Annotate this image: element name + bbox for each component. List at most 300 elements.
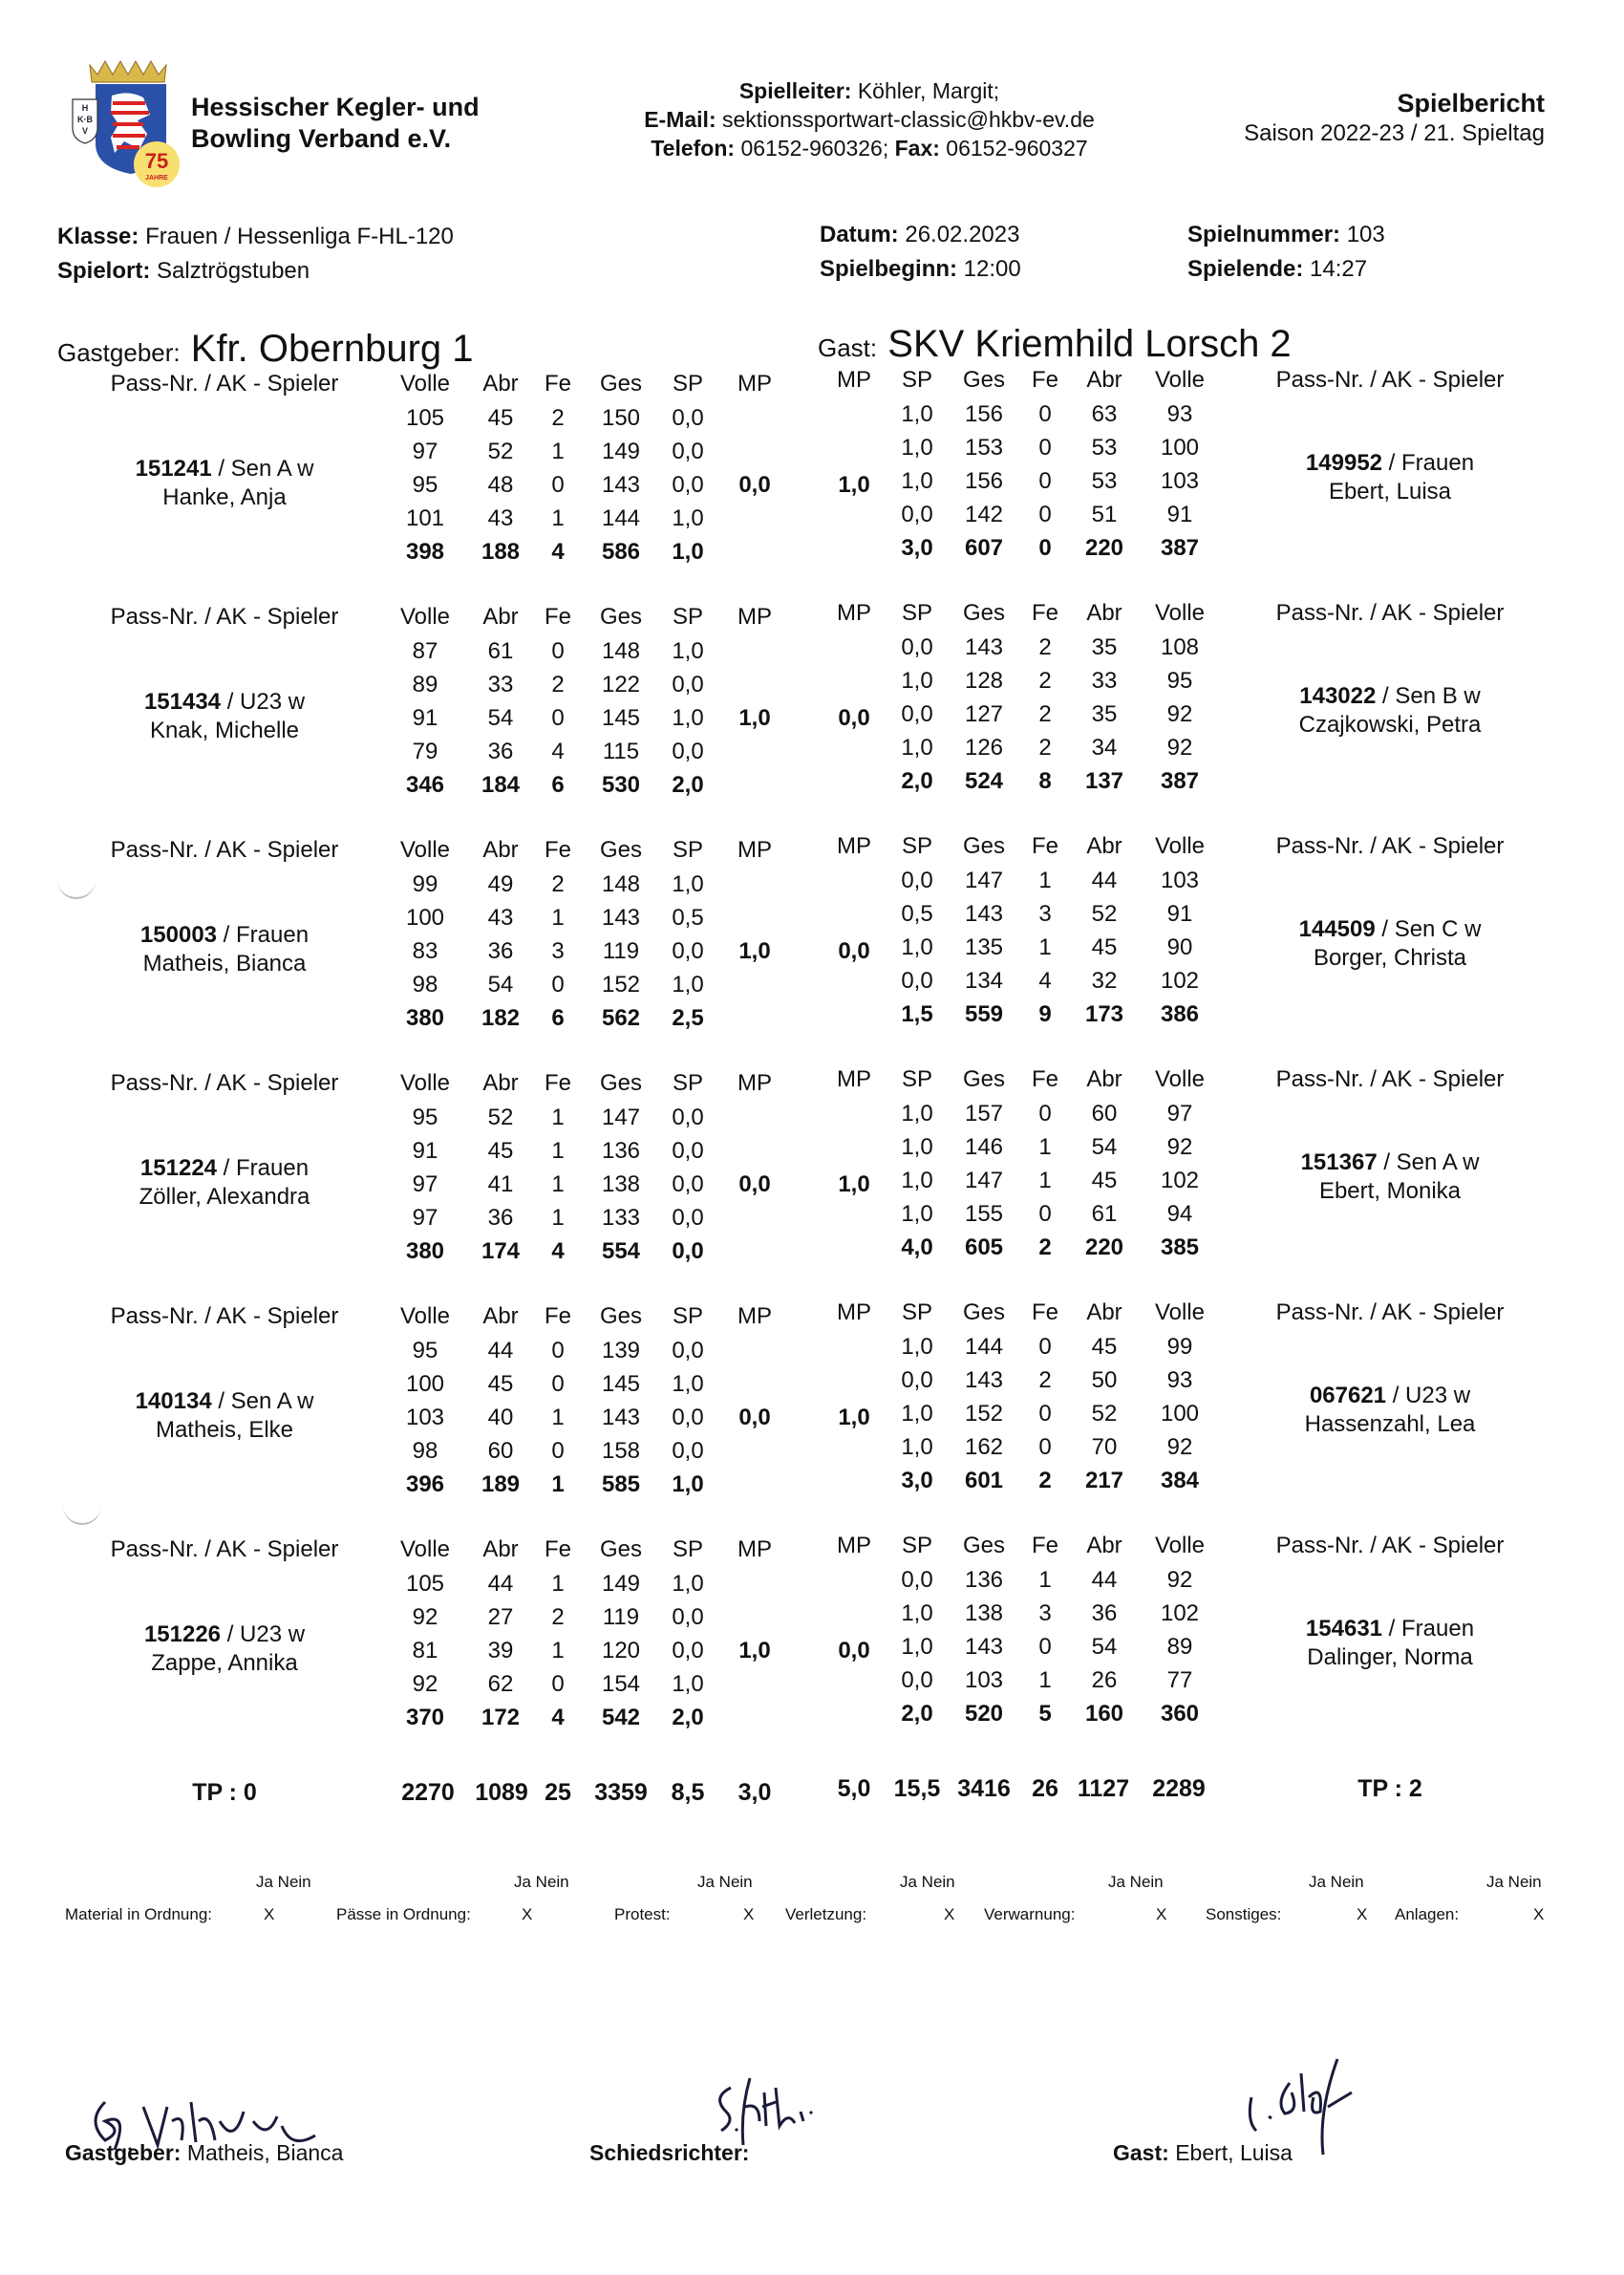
home-team-name: Kfr. Obernburg 1 [190,328,474,370]
home-cell: 143 [601,472,641,498]
guest-pass-number: 151367 [1300,1149,1378,1175]
guest-col-header-abr: Abr [1086,367,1122,393]
home-total-cell: 2,0 [672,772,704,798]
guest-col-header-sp: SP [901,1066,932,1092]
guest-cell: 61 [1091,1201,1118,1227]
home-col-header-fe: Fe [544,1070,571,1096]
guest-total-cell: 2 [1038,1468,1052,1493]
meta-number-end [1187,218,1385,287]
home-cell: 100 [405,905,445,931]
guest-cell: 45 [1091,1334,1118,1360]
guest-cell: 52 [1091,901,1118,927]
guest-col-header-sp: SP [901,600,932,626]
guest-signature-label: Gast: [1113,2140,1169,2165]
guest-cell: 54 [1091,1134,1118,1160]
guest-cell: 1,0 [901,735,933,761]
guest-col-header-ges: Ges [962,1299,1005,1325]
home-cell: 97 [412,1171,438,1197]
guest-total-cell: 387 [1160,768,1200,794]
home-cell: 0 [551,1438,565,1464]
guest-cell: 136 [964,1567,1004,1593]
spielleiter-label: Spielleiter: [738,78,852,103]
guest-cell: 1,0 [901,1600,933,1626]
guest-col-header-fe: Fe [1031,833,1058,859]
spielende-label: Spielende: [1187,256,1304,282]
guest-cell: 135 [964,934,1004,960]
guest-cell: 144 [964,1334,1004,1360]
home-signature-label: Gastgeber: [65,2140,182,2165]
guest-cell: 2 [1038,735,1052,761]
home-pass-number: 140134 [135,1388,212,1414]
guest-cell: 3 [1038,901,1052,927]
home-cell: 60 [487,1438,514,1464]
guest-cell: 99 [1166,1334,1193,1360]
guest-cell: 0 [1038,468,1052,494]
home-tp: TP : 0 [192,1779,257,1806]
guest-cell: 2 [1038,1367,1052,1393]
home-cell: 36 [487,1205,514,1231]
guest-cell: 33 [1091,668,1118,694]
guest-cell: 143 [964,1367,1004,1393]
home-total-cell: 182 [481,1005,521,1031]
guest-cell: 1,0 [901,401,933,427]
home-team-label: Gastgeber: [57,338,181,367]
home-total-cell: 585 [601,1471,641,1497]
home-cell: 119 [602,938,640,964]
home-col-header-volle: Volle [399,604,451,630]
home-col-header-abr: Abr [482,837,519,863]
guest-cell: 147 [964,868,1004,893]
guest-total-cell: 384 [1160,1468,1200,1493]
home-cell: 105 [405,1571,445,1597]
guest-cell: 35 [1091,701,1118,727]
guest-total-cell: 385 [1160,1234,1200,1260]
home-total-cell: 6 [551,1005,565,1031]
guest-cell: 155 [964,1201,1004,1227]
hkbv-logo [69,57,183,191]
home-cell: 2 [551,672,565,698]
home-player [67,1387,382,1445]
contact-info [535,76,1204,162]
guest-cell: 1,0 [901,1134,933,1160]
home-cell: 89 [412,672,438,698]
email-label: E-Mail: [644,107,716,132]
guest-tp: TP : 2 [1357,1775,1422,1802]
guest-total-cell: 1,5 [901,1001,933,1027]
referee-signature-block [589,2140,749,2166]
guest-cell: 50 [1091,1367,1118,1393]
guest-cell: 1,0 [901,435,933,461]
home-cell: 1 [551,1205,565,1231]
guest-cell: 45 [1091,934,1118,960]
guest-cell: 1,0 [901,1634,933,1660]
checklist-mark: X [1156,1905,1167,1923]
home-cell: 158 [601,1438,641,1464]
guest-cell: 103 [1160,468,1200,494]
home-team [57,328,474,374]
home-cell: 52 [487,439,514,464]
spielleiter-value: Köhler, Margit; [857,78,1000,103]
home-cell: 119 [602,1604,640,1630]
guest-player [1232,1148,1548,1206]
guest-total-cell: 387 [1160,535,1200,561]
guest-player [1232,682,1548,740]
home-col-header-ges: Ges [599,837,642,863]
guest-total-cell: 4,0 [901,1234,933,1260]
home-col-header-mp: MP [737,604,772,630]
guest-cell: 162 [964,1434,1004,1460]
guest-col-header-volle: Volle [1154,1533,1206,1558]
home-player [67,688,382,745]
home-total-cell: 380 [405,1238,445,1264]
home-cell: 99 [412,871,438,897]
spielnummer-value: 103 [1346,222,1385,247]
guest-cell: 1,0 [901,468,933,494]
guest-cell: 32 [1091,968,1118,994]
home-cell: 1 [551,505,565,531]
guest-cell: 53 [1091,468,1118,494]
guest-cell: 0 [1038,1634,1052,1660]
home-mp-value: 1,0 [738,938,771,964]
home-cell: 3 [551,938,565,964]
guest-total-cell: 605 [964,1234,1004,1260]
guest-pass-number: 154631 [1305,1616,1383,1642]
home-player [67,1620,382,1678]
home-mp-value: 0,0 [738,1171,771,1197]
guest-col-header-volle: Volle [1154,367,1206,393]
home-cell: 2 [551,1604,565,1630]
svg-text:K·B: K·B [77,115,93,124]
home-cell: 91 [412,705,438,731]
report-subtitle: Saison 2022-23 / 21. Spieltag [1244,120,1545,146]
datum-value: 26.02.2023 [905,222,1020,247]
guest-age-class: / U23 w [1386,1383,1471,1408]
ja-nein-header: Ja Nein [900,1873,955,1891]
guest-cell: 92 [1166,1434,1193,1460]
guest-cell: 70 [1091,1434,1118,1460]
guest-cell: 1,0 [901,668,933,694]
guest-age-class: / Sen A w [1377,1149,1480,1175]
checklist-mark: X [264,1905,275,1923]
home-total-cell: 6 [551,772,565,798]
guest-player-header: Pass-Nr. / AK - Spieler [1275,1533,1505,1558]
home-cell: 1 [551,1405,565,1430]
guest-cell: 103 [964,1667,1004,1693]
report-title: Spielbericht [1397,89,1545,118]
home-col-header-mp: MP [737,1536,772,1562]
home-total-cell: 4 [551,1705,565,1730]
guest-cell: 143 [964,901,1004,927]
home-total-cell: 1,0 [672,539,704,565]
guest-cell: 44 [1091,1567,1118,1593]
home-cell: 0,0 [672,739,704,764]
klasse-value: Frauen / Hessenliga F-HL-120 [145,224,454,249]
home-cell: 145 [601,705,641,731]
guest-col-header-mp: MP [837,600,871,626]
home-cell: 95 [412,472,438,498]
home-col-header-volle: Volle [399,1070,451,1096]
home-cell: 49 [487,871,514,897]
guest-cell: 143 [964,634,1004,660]
guest-total-cell: 2,0 [901,1701,933,1727]
home-col-header-ges: Ges [599,371,642,397]
guest-cell: 108 [1160,634,1200,660]
home-cell: 138 [601,1171,641,1197]
guest-player-name: Ebert, Luisa [1328,479,1452,504]
home-cell: 27 [487,1604,514,1630]
home-cell: 83 [412,938,438,964]
home-col-header-ges: Ges [599,604,642,630]
home-cell: 43 [487,505,514,531]
telefon-value: 06152-960326; [740,136,889,161]
referee-signature [707,2073,869,2150]
home-col-header-volle: Volle [399,371,451,397]
home-cell: 148 [601,638,641,664]
home-cell: 36 [487,739,514,764]
fax-value: 06152-960327 [946,136,1088,161]
home-cell: 52 [487,1105,514,1130]
home-player-name: Hanke, Anja [162,484,287,510]
report-heading [1244,88,1545,149]
guest-col-header-abr: Abr [1086,1299,1122,1325]
meta-date-start [820,218,1021,287]
guest-col-header-abr: Abr [1086,833,1122,859]
ja-nein-header: Ja Nein [514,1873,569,1891]
guest-cell: 34 [1091,735,1118,761]
home-pass-number: 151226 [143,1621,222,1647]
home-cell: 0,0 [672,405,704,431]
home-col-header-ges: Ges [599,1070,642,1096]
guest-cell: 54 [1091,1634,1118,1660]
home-cell: 1 [551,905,565,931]
guest-grand-total: 3416 [957,1775,1011,1802]
home-col-header-sp: SP [672,604,703,630]
home-player-header: Pass-Nr. / AK - Spieler [110,1303,339,1329]
home-player-name: Zöller, Alexandra [139,1184,310,1210]
home-mp-value: 0,0 [738,472,771,498]
ja-nein-header: Ja Nein [1486,1873,1542,1891]
home-cell: 149 [601,1571,641,1597]
guest-col-header-mp: MP [837,367,871,393]
guest-cell: 92 [1166,1567,1193,1593]
guest-pass-number: 144509 [1298,916,1376,942]
home-total-cell: 1,0 [672,1471,704,1497]
home-total-cell: 0,0 [672,1238,704,1264]
checklist-label: Pässe in Ordnung: [336,1905,471,1923]
home-cell: 1,0 [672,1671,704,1697]
guest-pass-number: 067621 [1309,1383,1387,1408]
guest-col-header-abr: Abr [1086,1066,1122,1092]
spielbeginn-value: 12:00 [963,256,1021,282]
game-block [0,1066,1624,1290]
home-grand-total: 3,0 [737,1779,772,1806]
guest-total-cell: 360 [1160,1701,1200,1727]
home-total-cell: 562 [601,1005,641,1031]
home-cell: 81 [412,1638,438,1663]
home-cell: 45 [487,405,514,431]
guest-cell: 91 [1166,502,1193,527]
game-block [0,600,1624,824]
guest-cell: 52 [1091,1401,1118,1427]
home-pass-number: 151241 [135,456,212,482]
home-cell: 61 [487,638,514,664]
guest-mp-value: 1,0 [838,1405,870,1430]
checklist-label: Sonstiges: [1206,1905,1282,1923]
spielort-value: Salztrögstuben [157,258,310,284]
home-cell: 152 [601,972,641,998]
home-cell: 0 [551,472,565,498]
guest-player-header: Pass-Nr. / AK - Spieler [1275,367,1505,393]
guest-total-cell: 137 [1084,768,1124,794]
guest-player-header: Pass-Nr. / AK - Spieler [1275,600,1505,626]
guest-cell: 126 [964,735,1004,761]
home-cell: 0 [551,705,565,731]
guest-player-header: Pass-Nr. / AK - Spieler [1275,833,1505,859]
checklist-mark: X [1357,1905,1368,1923]
spielende-value: 14:27 [1310,256,1368,282]
home-col-header-sp: SP [672,1070,703,1096]
home-cell: 95 [412,1338,438,1363]
home-total-cell: 2,0 [672,1705,704,1730]
home-cell: 1,0 [672,1571,704,1597]
checklist-label: Protest: [614,1905,671,1923]
svg-text:H: H [81,103,89,113]
guest-cell: 0,0 [901,868,933,893]
home-grand-total: 25 [545,1779,571,1806]
guest-cell: 100 [1160,435,1200,461]
guest-total-cell: 520 [964,1701,1004,1727]
home-grand-total: 2270 [401,1779,455,1806]
home-cell: 144 [601,505,641,531]
guest-col-header-ges: Ges [962,367,1005,393]
guest-cell: 0 [1038,435,1052,461]
home-col-header-mp: MP [737,371,772,397]
guest-col-header-abr: Abr [1086,600,1122,626]
guest-col-header-sp: SP [901,833,932,859]
home-cell: 0 [551,972,565,998]
guest-mp-value: 0,0 [838,705,870,731]
guest-cell: 0 [1038,1401,1052,1427]
guest-cell: 2 [1038,701,1052,727]
guest-cell: 147 [964,1168,1004,1193]
home-col-header-sp: SP [672,837,703,863]
guest-team [818,323,1292,369]
guest-cell: 95 [1166,668,1193,694]
guest-player-name: Borger, Christa [1313,945,1467,971]
org-line-2: Bowling Verband e.V. [191,124,452,153]
home-age-class: / U23 w [221,689,306,715]
home-age-class: / Sen A w [211,1388,314,1414]
guest-grand-total: 1127 [1077,1775,1130,1802]
home-cell: 0 [551,1671,565,1697]
home-grand-total: 1089 [475,1779,528,1806]
email-value: sektionssportwart-classic@hkbv-ev.de [722,107,1095,132]
home-player-header: Pass-Nr. / AK - Spieler [110,371,339,397]
guest-col-header-ges: Ges [962,600,1005,626]
home-cell: 101 [405,505,445,531]
guest-col-header-sp: SP [901,1299,932,1325]
guest-total-cell: 524 [964,768,1004,794]
guest-total-cell: 607 [964,535,1004,561]
home-age-class: / Frauen [217,1155,310,1181]
home-total-cell: 172 [481,1705,521,1730]
guest-total-cell: 5 [1038,1701,1052,1727]
home-cell: 100 [405,1371,445,1397]
guest-player-name: Ebert, Monika [1318,1178,1462,1204]
guest-cell: 92 [1166,701,1193,727]
home-cell: 136 [601,1138,641,1164]
guest-col-header-volle: Volle [1154,1066,1206,1092]
guest-total-cell: 220 [1084,535,1124,561]
guest-player [1232,449,1548,506]
guest-cell: 51 [1091,502,1118,527]
home-cell: 0,0 [672,938,704,964]
home-total-cell: 554 [601,1238,641,1264]
guest-team-name: SKV Kriemhild Lorsch 2 [887,323,1292,365]
guest-cell: 103 [1160,868,1200,893]
guest-cell: 134 [964,968,1004,994]
guest-cell: 0 [1038,1201,1052,1227]
home-player-name: Matheis, Elke [155,1417,294,1443]
home-col-header-ges: Ges [599,1536,642,1562]
guest-cell: 102 [1160,1168,1200,1193]
guest-col-header-sp: SP [901,1533,932,1558]
home-col-header-abr: Abr [482,1303,519,1329]
guest-total-cell: 601 [964,1468,1004,1493]
home-signature-name: Matheis, Bianca [186,2140,344,2165]
guest-cell: 1 [1038,1168,1052,1193]
svg-text:75: 75 [144,149,169,173]
home-grand-total: 8,5 [671,1779,705,1806]
guest-col-header-mp: MP [837,1299,871,1325]
guest-total-cell: 386 [1160,1001,1200,1027]
guest-cell: 1 [1038,1667,1052,1693]
guest-cell: 92 [1166,1134,1193,1160]
guest-col-header-mp: MP [837,1533,871,1558]
guest-cell: 128 [964,668,1004,694]
guest-grand-total: 15,5 [893,1775,941,1802]
guest-cell: 146 [964,1134,1004,1160]
home-cell: 45 [487,1138,514,1164]
game-block [0,1533,1624,1756]
home-pass-number: 151224 [139,1155,218,1181]
guest-cell: 1,0 [901,1401,933,1427]
home-total-cell: 396 [405,1471,445,1497]
guest-total-cell: 2,0 [901,768,933,794]
referee-signature-label: Schiedsrichter: [589,2140,750,2165]
guest-signature-name: Ebert, Luisa [1175,2140,1293,2165]
home-age-class: / Sen A w [211,456,314,482]
home-signature-block [65,2140,343,2166]
guest-total-cell: 9 [1038,1001,1052,1027]
organization-name [191,92,480,155]
guest-cell: 94 [1166,1201,1193,1227]
svg-text:JAHRE: JAHRE [145,175,168,182]
home-mp-value: 1,0 [738,1638,771,1663]
home-total-cell: 530 [601,772,641,798]
home-cell: 105 [405,405,445,431]
guest-player-name: Hassenzahl, Lea [1304,1411,1476,1437]
guest-cell: 36 [1091,1600,1118,1626]
org-line-1: Hessischer Kegler- und [191,93,480,121]
home-cell: 143 [601,905,641,931]
checklist-mark: X [522,1905,533,1923]
ja-nein-header: Ja Nein [256,1873,311,1891]
guest-total-cell: 3,0 [901,1468,933,1493]
home-cell: 91 [412,1138,438,1164]
home-cell: 97 [412,439,438,464]
game-block [0,1299,1624,1523]
